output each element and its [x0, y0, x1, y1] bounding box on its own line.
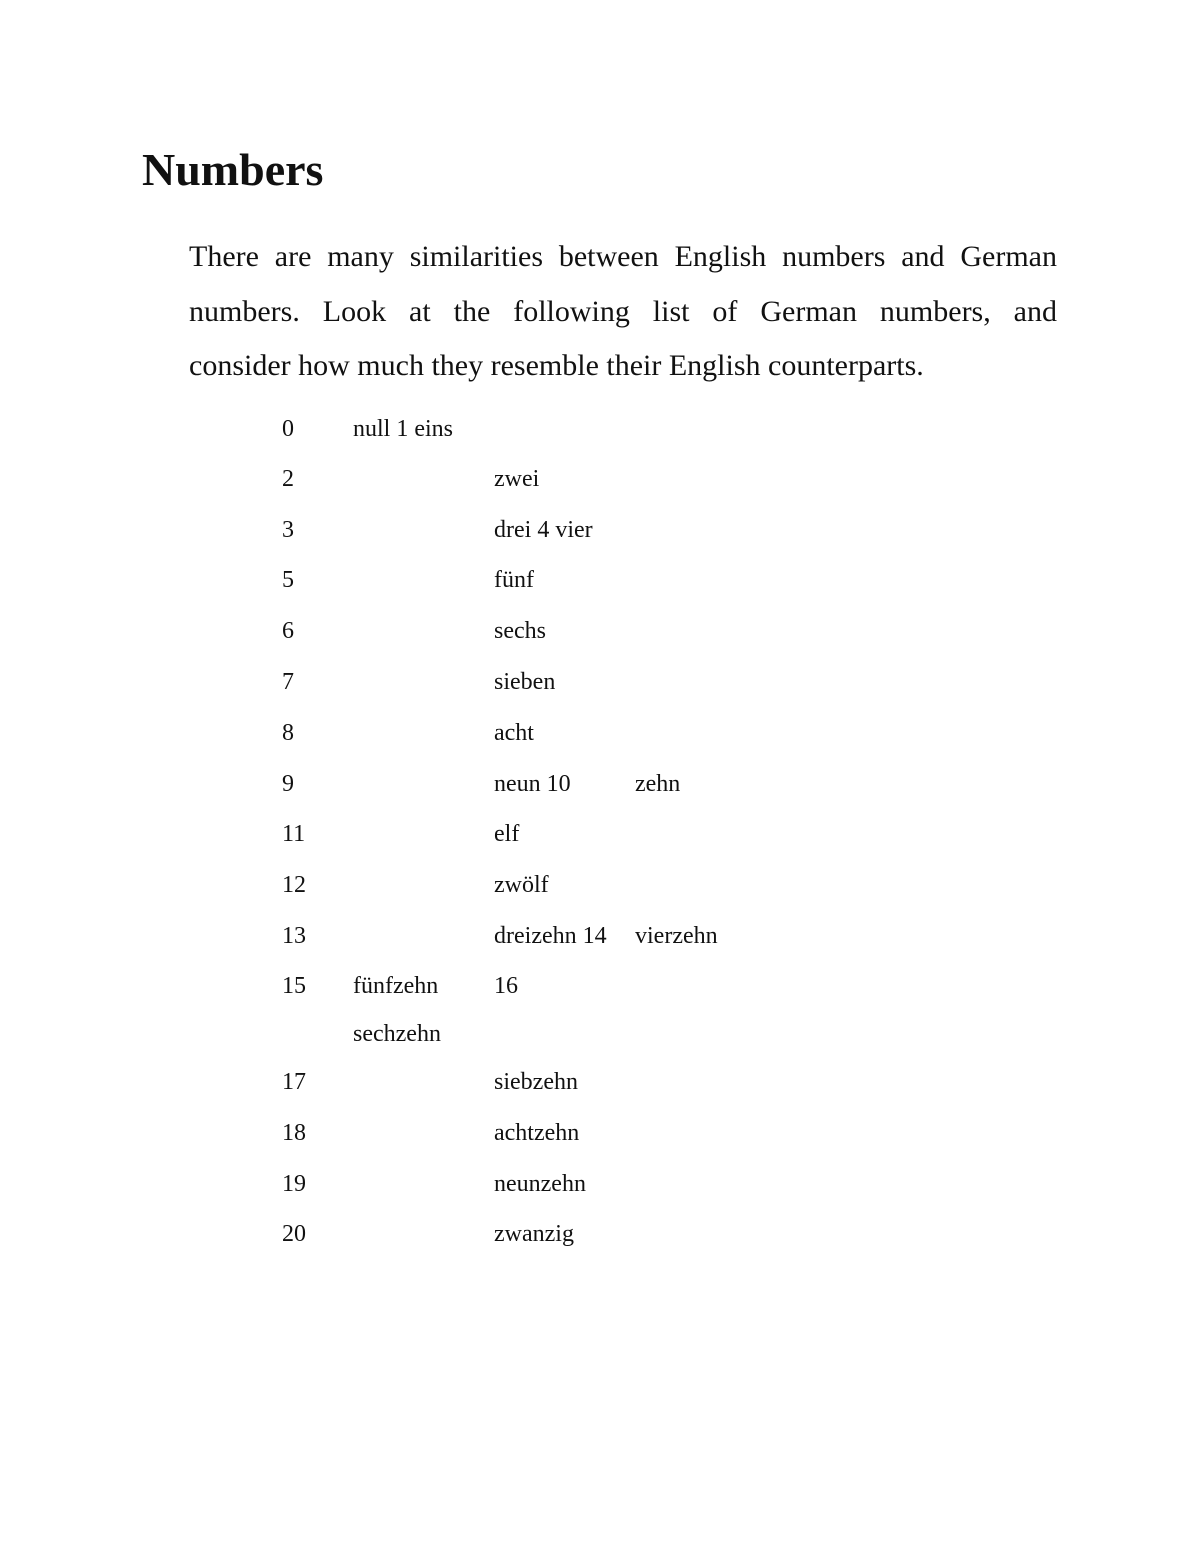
intro-paragraph-line: consider how much they resemble their English counterparts. [189, 349, 924, 382]
list-item-word: fünf [494, 567, 534, 593]
list-item-number: 8 [282, 720, 294, 746]
list-item-word: siebzehn [494, 1069, 578, 1095]
list-item-word: elf [494, 821, 520, 847]
list-item-number: 6 [282, 618, 294, 644]
list-item-word: acht [494, 720, 534, 746]
list-item-number: 20 [282, 1221, 306, 1247]
list-item-number: 7 [282, 669, 294, 695]
list-item-number: 17 [282, 1069, 306, 1095]
page-title: Numbers [142, 144, 324, 195]
list-item-word: sechzehn [353, 1021, 441, 1047]
list-item-number: 18 [282, 1120, 306, 1146]
list-item-word: fünfzehn [353, 973, 439, 999]
list-item-number: 19 [282, 1171, 306, 1197]
list-item-word: zwölf [494, 872, 549, 898]
list-item-number: 0 [282, 416, 294, 442]
list-item-number: 13 [282, 923, 306, 949]
list-item-word: drei 4 vier [494, 517, 593, 543]
list-item-number: 15 [282, 973, 306, 999]
intro-paragraph-line: numbers. Look at the following list of German numbers, and [189, 295, 1057, 328]
list-item-number: 11 [282, 821, 306, 847]
intro-paragraph-line: There are many similarities between English numbers and German [189, 240, 1057, 273]
list-item-word: sieben [494, 669, 556, 695]
list-item-extra-word: vierzehn [635, 923, 718, 949]
list-item-number: 9 [282, 771, 294, 797]
list-item-number: 5 [282, 567, 294, 593]
list-item-word: dreizehn 14 [494, 923, 607, 949]
list-item-word: neunzehn [494, 1171, 586, 1197]
list-item-number: 3 [282, 517, 294, 543]
list-item-number-inline: 16 [494, 973, 518, 999]
list-item-number: 12 [282, 872, 306, 898]
list-item-word: sechs [494, 618, 546, 644]
list-item-extra-word: zehn [635, 771, 681, 797]
list-item-word: zwei [494, 466, 540, 492]
list-item-word: zwanzig [494, 1221, 574, 1247]
list-item-word: neun 10 [494, 771, 571, 797]
list-item-word: null 1 eins [353, 416, 453, 442]
list-item-number: 2 [282, 466, 294, 492]
list-item-word: achtzehn [494, 1120, 580, 1146]
